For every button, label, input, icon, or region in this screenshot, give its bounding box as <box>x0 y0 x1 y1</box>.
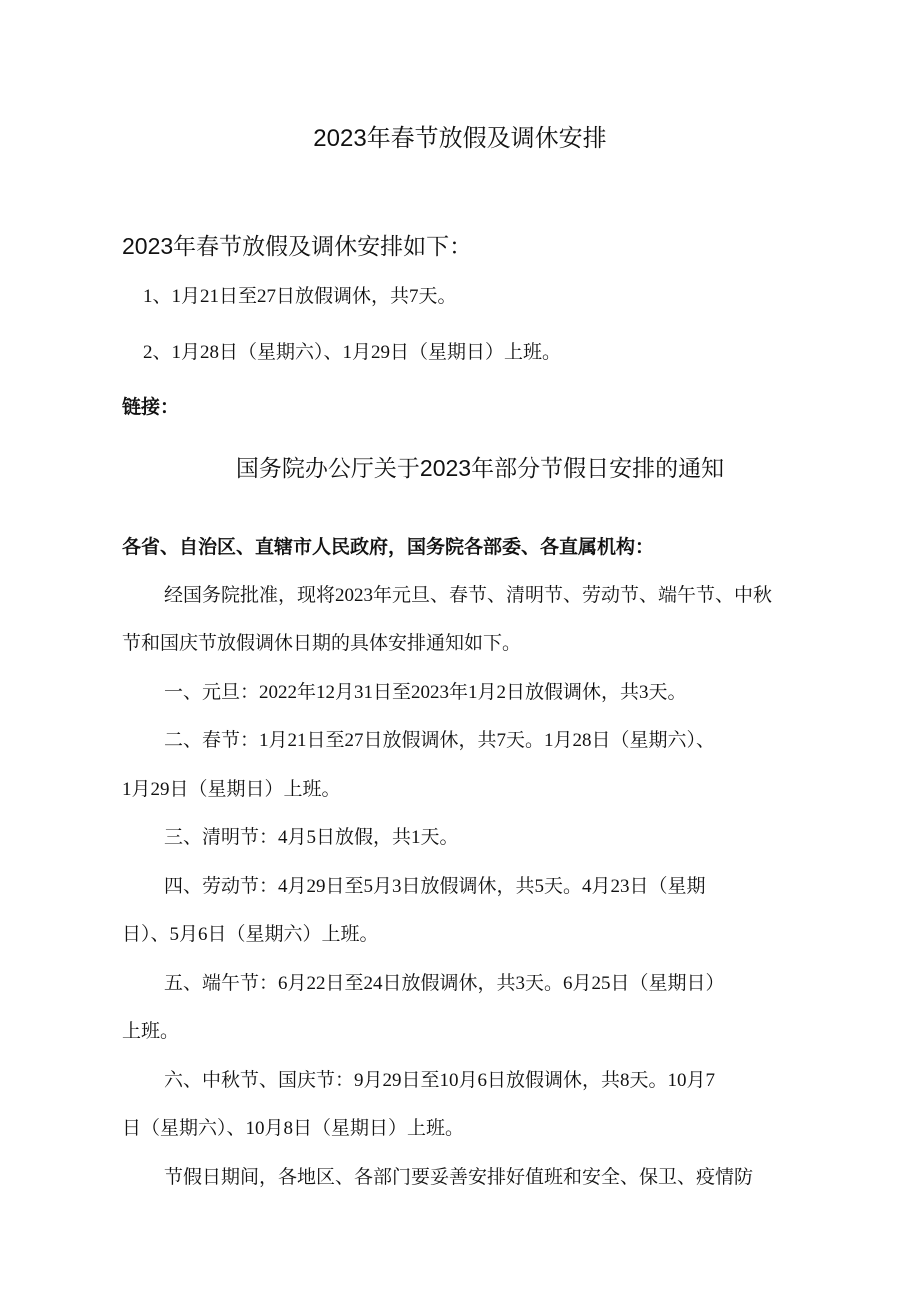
body-line: 节和国庆节放假调休日期的具体安排通知如下。 <box>122 633 522 654</box>
body-line: 经国务院批准，现将2023年元旦、春节、清明节、劳动节、端午节、中秋 <box>164 585 773 606</box>
body-line: 一、元旦：2022年12月31日至2023年1月2日放假调休，共3天。 <box>164 682 687 703</box>
page-title: 2023年春节放假及调休安排 <box>313 125 607 152</box>
body-line: 二、春节：1月21日至27日放假调休，共7天。1月28日（星期六）、 <box>164 730 716 751</box>
list-item: 1、1月21日至27日放假调休，共7天。 <box>143 286 457 307</box>
body-line: 三、清明节：4月5日放假，共1天。 <box>164 827 459 848</box>
intro-heading: 2023年春节放假及调休安排如下： <box>122 233 473 259</box>
body-line: 日（星期六）、10月8日（星期日）上班。 <box>122 1118 465 1139</box>
link-label: 链接： <box>122 397 180 418</box>
body-line: 节假日期间，各地区、各部门要妥善安排好值班和安全、保卫、疫情防 <box>164 1167 754 1188</box>
body-line: 日）、5月6日（星期六）上班。 <box>122 924 379 945</box>
body-line: 1月29日（星期日）上班。 <box>122 779 341 800</box>
body-line: 上班。 <box>122 1021 180 1042</box>
notice-title: 国务院办公厅关于2023年部分节假日安排的通知 <box>235 455 725 481</box>
body-line: 六、中秋节、国庆节：9月29日至10月6日放假调休，共8天。10月7 <box>164 1070 716 1091</box>
addressee: 各省、自治区、直辖市人民政府，国务院各部委、各直属机构： <box>122 537 655 558</box>
list-item: 2、1月28日（星期六）、1月29日（星期日）上班。 <box>143 342 562 363</box>
body-line: 四、劳动节：4月29日至5月3日放假调休，共5天。4月23日（星期 <box>164 876 706 897</box>
body-line: 五、端午节：6月22日至24日放假调休，共3天。6月25日（星期日） <box>164 973 725 994</box>
